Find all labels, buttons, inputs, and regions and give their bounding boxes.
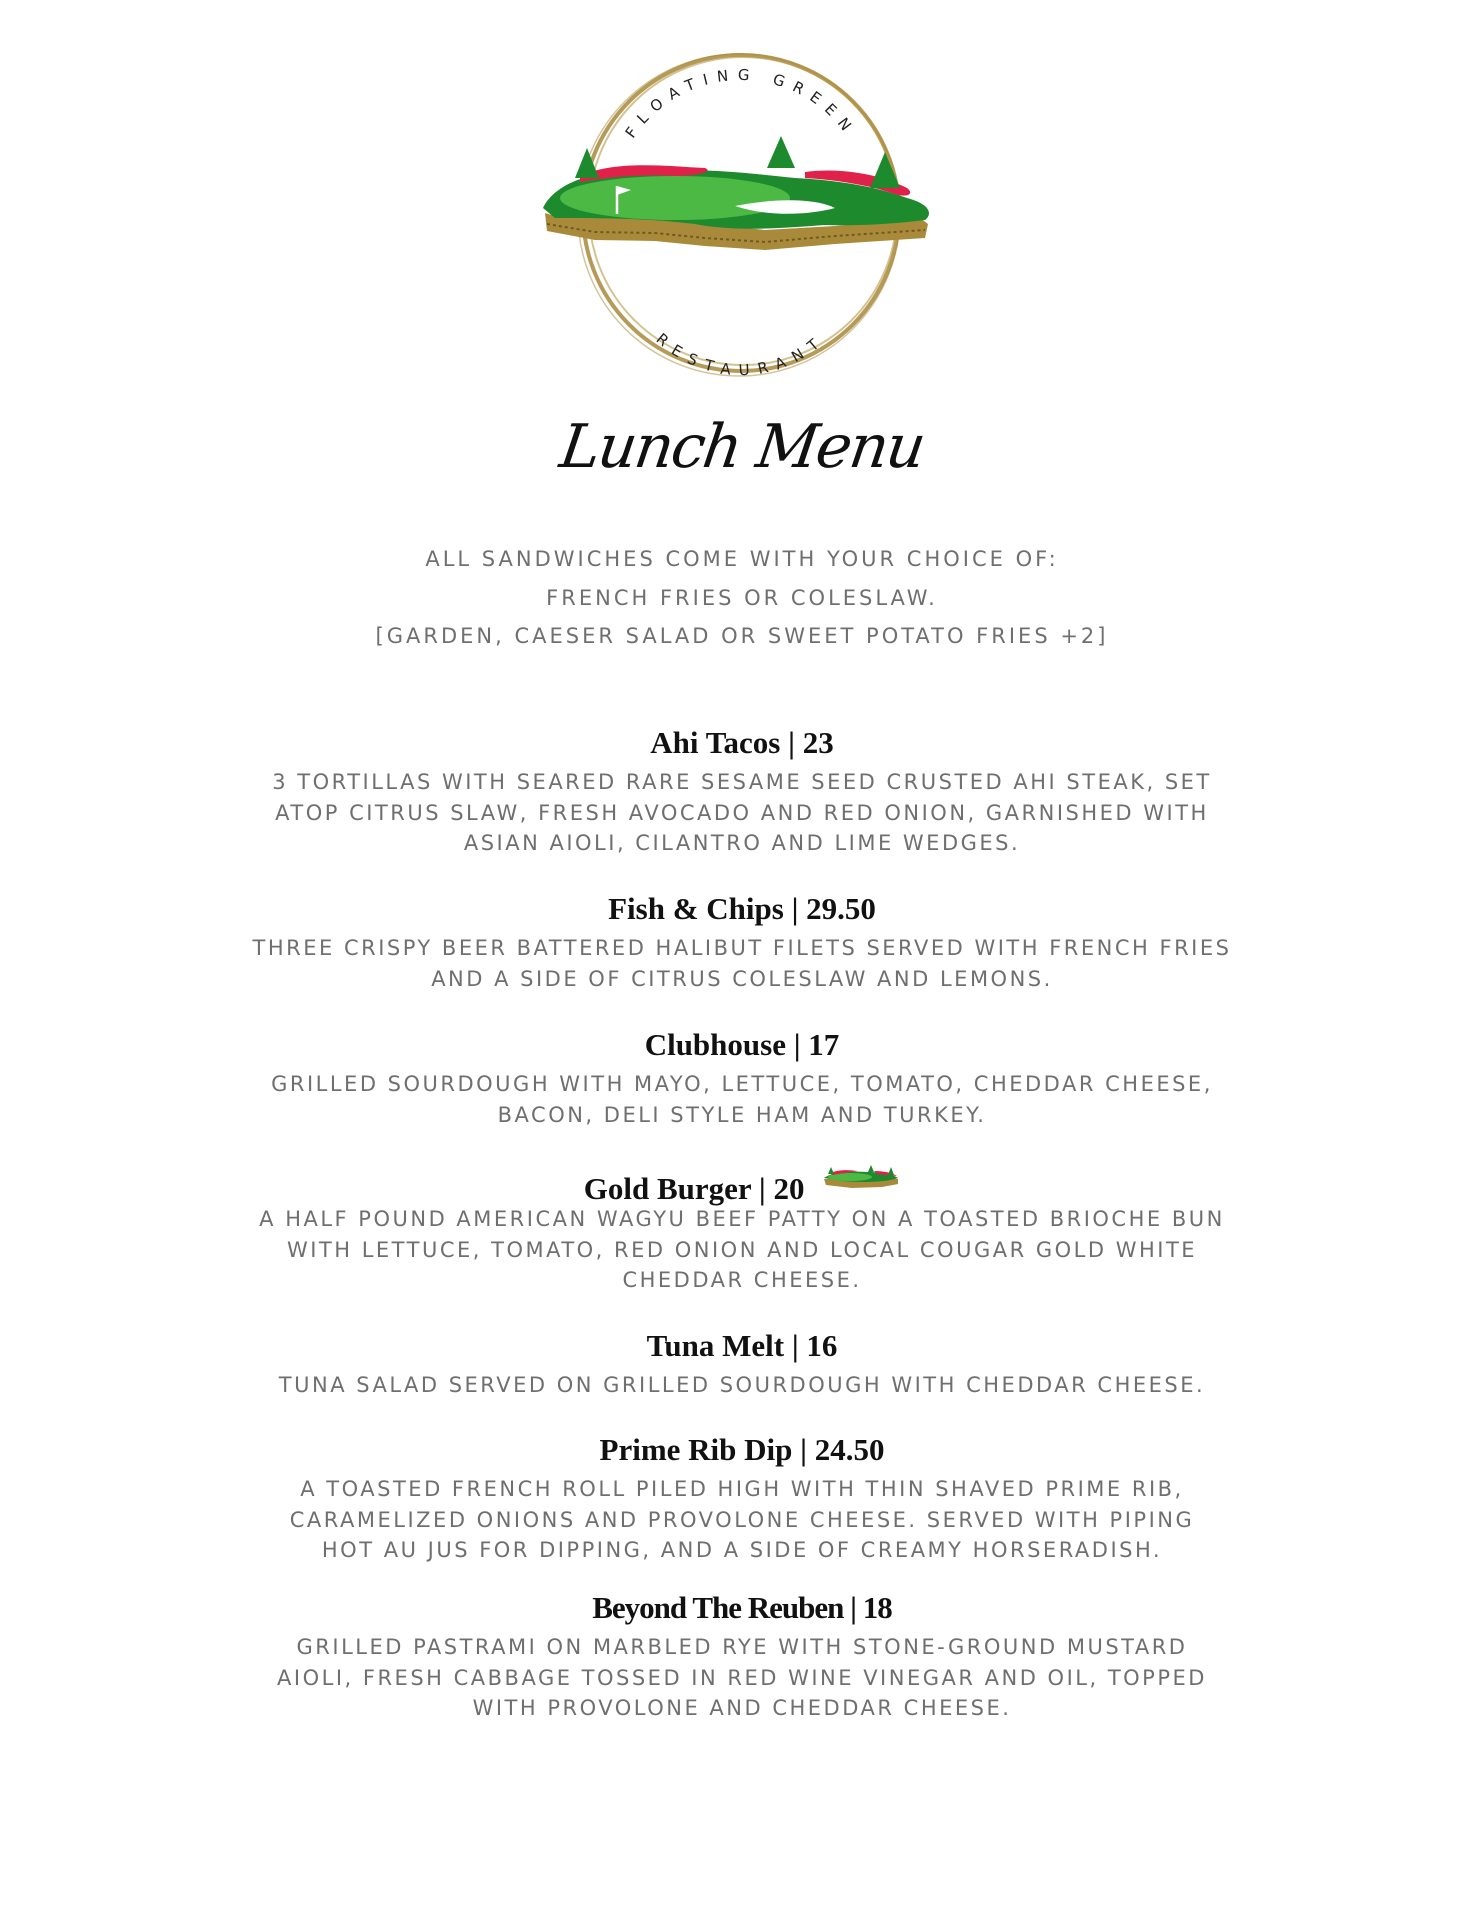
menu-item-name: Ahi Tacos | 23 xyxy=(650,725,834,760)
description-line: THREE CRISPY BEER BATTERED HALIBUT FILETS SERVED WITH FRENCH FRIES xyxy=(252,936,1232,960)
description-line: HOT AU JUS FOR DIPPING, AND A SIDE OF CREAMY HORSERADISH. xyxy=(321,1538,1163,1562)
menu-item-name: Gold Burger | 20 xyxy=(583,1171,805,1206)
menu-item-description xyxy=(0,1204,1484,1296)
logo-top-text: FLOATING GREEN xyxy=(621,65,861,142)
sides-note-line: ALL SANDWICHES COME WITH YOUR CHOICE OF: xyxy=(425,547,1059,571)
menu-title: Lunch Menu xyxy=(555,412,929,482)
description-line: GRILLED SOURDOUGH WITH MAYO, LETTUCE, TOMATO, CHEDDAR CHEESE, xyxy=(271,1072,1213,1096)
sides-note-line: [GARDEN, CAESER SALAD OR SWEET POTATO FRIES +2] xyxy=(375,624,1109,648)
menu-item-name-row xyxy=(0,1163,1484,1207)
menu-item-name: Clubhouse | 17 xyxy=(644,1027,840,1062)
description-line: TUNA SALAD SERVED ON GRILLED SOURDOUGH WITH CHEDDAR CHEESE. xyxy=(278,1373,1206,1397)
menu-item-name: Tuna Melt | 16 xyxy=(646,1328,838,1363)
description-line: ASIAN AIOLI, CILANTRO AND LIME WEDGES. xyxy=(463,831,1021,855)
menu-item-description xyxy=(0,1632,1484,1724)
description-line: ATOP CITRUS SLAW, FRESH AVOCADO AND RED ONION, GARNISHED WITH xyxy=(275,800,1209,825)
description-line: A TOASTED FRENCH ROLL PILED HIGH WITH THIN SHAVED PRIME RIB, xyxy=(300,1477,1184,1501)
floating-green-icon xyxy=(822,1163,900,1193)
description-line: WITH PROVOLONE AND CHEDDAR CHEESE. xyxy=(472,1696,1012,1720)
floating-green-logo-icon xyxy=(535,48,945,378)
restaurant-logo xyxy=(535,48,945,378)
description-line: CARAMELIZED ONIONS AND PROVOLONE CHEESE. SERVED WITH PIPING xyxy=(289,1507,1195,1532)
description-line: BACON, DELI STYLE HAM AND TURKEY. xyxy=(497,1102,987,1127)
menu-item-description xyxy=(0,1474,1484,1566)
description-line: AND A SIDE OF CITRUS COLESLAW AND LEMONS. xyxy=(431,966,1053,991)
description-line: WITH LETTUCE, TOMATO, RED ONION AND LOCAL COUGAR GOLD WHITE xyxy=(286,1237,1198,1262)
menu-item-name: Prime Rib Dip | 24.50 xyxy=(599,1432,885,1467)
sides-note-line: FRENCH FRIES OR COLESLAW. xyxy=(546,585,938,610)
menu-item-description xyxy=(0,1069,1484,1130)
description-line: 3 TORTILLAS WITH SEARED RARE SESAME SEED CRUSTED AHI STEAK, SET xyxy=(272,770,1212,794)
menu-item-description xyxy=(0,767,1484,859)
sides-note xyxy=(0,540,1484,656)
description-line: GRILLED PASTRAMI ON MARBLED RYE WITH STONE-GROUND MUSTARD xyxy=(296,1635,1188,1659)
svg-text:RESTAURANT xyxy=(653,330,830,378)
menu-item-description xyxy=(0,1370,1484,1401)
menu-item-description xyxy=(0,933,1484,994)
menu-item-name: Beyond The Reuben | 18 xyxy=(592,1590,892,1625)
description-line: CHEDDAR CHEESE. xyxy=(622,1268,862,1292)
logo-bottom-text: RESTAURANT xyxy=(652,329,830,378)
description-line: A HALF POUND AMERICAN WAGYU BEEF PATTY ON A TOASTED BRIOCHE BUN xyxy=(259,1207,1225,1231)
description-line: AIOLI, FRESH CABBAGE TOSSED IN RED WINE VINEGAR AND OIL, TOPPED xyxy=(277,1665,1207,1690)
menu-item-name: Fish & Chips | 29.50 xyxy=(608,891,876,926)
